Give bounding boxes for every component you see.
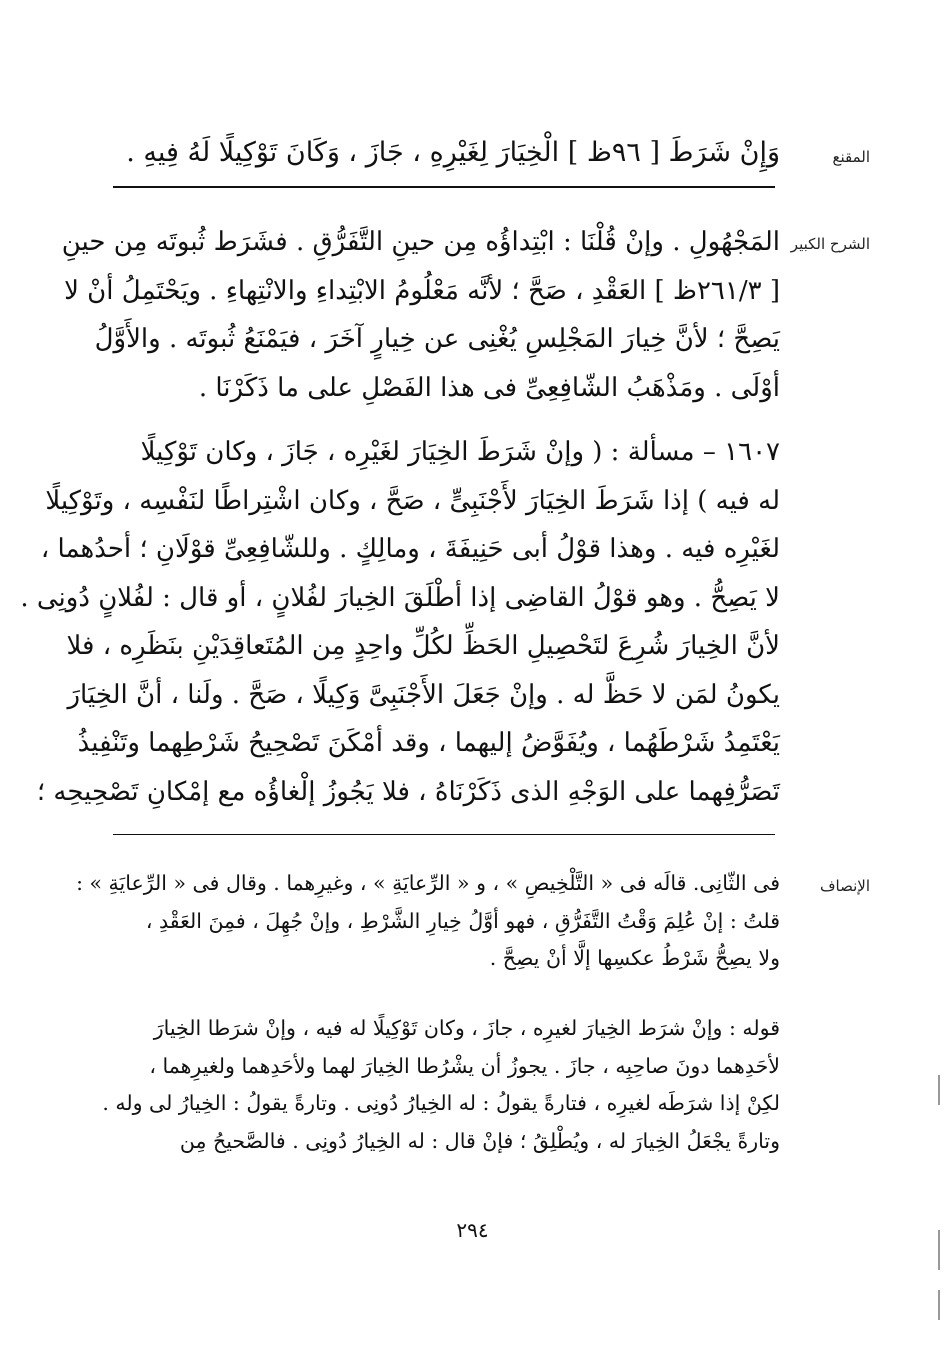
insaf-line: ولا يصِحُّ شَرْطُ عكسِها إلَّا أنْ يصِحَّ . bbox=[489, 946, 780, 970]
sharh-line: يَصِحَّ ؛ لأنَّ خِيارَ المَجْلِسِ يُغْنِى عن خِيارٍ آخَرَ ، فيَمْنَعُ ثُبوتَه . والأَوَّلُ bbox=[94, 324, 780, 354]
sharh-line: لغَيْرِه فيه . وهذا قوْلُ أبى حَنِيفَةَ ، ومالِكٍ . وللشّافِعِىِّ قوْلَانِ ؛ أحدُهما ، bbox=[40, 534, 780, 564]
scan-edge-mark bbox=[938, 1290, 940, 1320]
muqni-line: وَإِنْ شَرَطَ [ ٩٦ظ ] الْخِيَارَ لِغَيْرِهِ ، جَازَ ، وَكَانَ تَوْكِيلًا لَهُ فِيهِ . bbox=[126, 137, 780, 168]
sharh-label: الشرح الكبير bbox=[790, 235, 870, 253]
muqni-text bbox=[110, 130, 780, 176]
insaf-qawluhu-text bbox=[100, 1010, 780, 1160]
insaf-line: وتارةً يجْعَلُ الخِيارَ له ، ويُطْلِقُ ؛ فإنْ قال : له الخِيارُ دُونِى . فالصَّحيحُ مِن bbox=[179, 1128, 780, 1153]
insaf-line: لأحَدِهما دونَ صاحِبِه ، جازَ . يجوزُ أن يشْرُطا الخِيارَ لهما ولأحَدِهما ولغيرِهما ، bbox=[149, 1053, 780, 1078]
sharh-line: يَعْتَمِدُ شَرْطَهُما ، ويُفَوَّضُ إليهما ، وقد أمْكَنَ تَصْحِيحُ شَرْطِهما وتَنْفِيذُ bbox=[77, 728, 780, 758]
sharh-line: لا يَصِحُّ . وهو قوْلُ القاضِى إذا أطْلَقَ الخِيارَ لفُلانٍ ، أو قال : لفُلانٍ دُونِى . bbox=[20, 582, 780, 613]
sharh-line: أوْلَى . ومَذْهَبُ الشّافِعِىِّ فى هذا الفَصْلِ على ما ذَكَرْنَا . bbox=[198, 372, 780, 403]
insaf-line: فى الثّانِى. قالَه فى « التَّلْخِيصِ » ، و « الرِّعايَةِ » ، وغيرِهما . وقال فى « الرِّعايَةِ » : bbox=[76, 871, 780, 895]
sharh-text bbox=[61, 218, 780, 412]
footer-rule bbox=[113, 834, 775, 835]
sharh-line: المَجْهُولِ . وإنْ قُلْنَا : ابْتِداؤُه مِن حينِ التَّفَرُّقِ . فشَرَط ثُبوتَه مِن حينِ bbox=[61, 227, 780, 257]
insaf-line: قوله : وإنْ شرَط الخِيارَ لغيرِه ، جازَ ، وكان تَوْكِيلًا له فيه ، وإنْ شرَطا الخِيارَ bbox=[153, 1016, 780, 1040]
scan-edge-mark bbox=[938, 1230, 940, 1270]
insaf-text bbox=[76, 865, 780, 978]
sharh-masala-text bbox=[20, 428, 780, 816]
muqni-label: المقنع bbox=[832, 148, 870, 166]
scan-edge-mark bbox=[938, 1075, 940, 1105]
insaf-label: الإنصاف bbox=[819, 877, 870, 895]
insaf-line: قلتُ : إنْ عُلِمَ وَقْتُ التَّفَرُّقِ ، فهو أوَّلُ خِيارِ الشَّرْطِ ، وإنْ جُهِلَ ، فمِنَ العَقْدِ ، bbox=[145, 908, 780, 933]
sharh-line: ١٦٠٧ – مسألة : ( وإنْ شَرَطَ الخِيَارَ لغَيْرِه ، جَازَ ، وكان تَوْكِيلًا bbox=[140, 437, 780, 467]
sharh-line: له فيه ) إذا شَرَطَ الخِيَارَ لأَجْنَبِىٍّ ، صَحَّ ، وكان اشْتِراطًا لنَفْسِه ، وتَوْكِيلًا bbox=[45, 485, 780, 516]
sharh-line: لأنَّ الخِيارَ شُرِعَ لتَحْصِيلِ الحَظِّ لكُلِّ واحِدٍ مِن المُتَعاقِدَيْنِ بنَظَرِه ، فلا bbox=[66, 631, 780, 661]
sharh-line: [ ٢٦١/٣ظ ] العَقْدِ ، صَحَّ ؛ لأنَّه مَعْلُومُ الابْتِداءِ والانْتِهاءِ . ويَحْتَمِلُ أنْ لا bbox=[64, 275, 780, 306]
page-number: ٢٩٤ bbox=[456, 1218, 489, 1242]
header-rule bbox=[113, 186, 775, 188]
insaf-line: لكِنْ إذا شرَطَه لغيرِه ، فتارةً يقولُ : له الخِيارُ دُونِى . وتارةً يقولُ : الخِيارُ لى وله . bbox=[102, 1091, 780, 1115]
sharh-line: يكونُ لمَن لا حَظَّ له . وإنْ جَعَلَ الأَجْنَبِىَّ وَكِيلًا ، صَحَّ . ولَنا ، أنَّ الخِيَارَ bbox=[67, 679, 780, 710]
sharh-line: تَصَرُّفِهما على الوَجْهِ الذى ذَكَرْنَاهُ ، فلا يَجُوزُ إلْغاؤُه مع إمْكانِ تَصْحِيحِه ؛ bbox=[36, 776, 780, 807]
